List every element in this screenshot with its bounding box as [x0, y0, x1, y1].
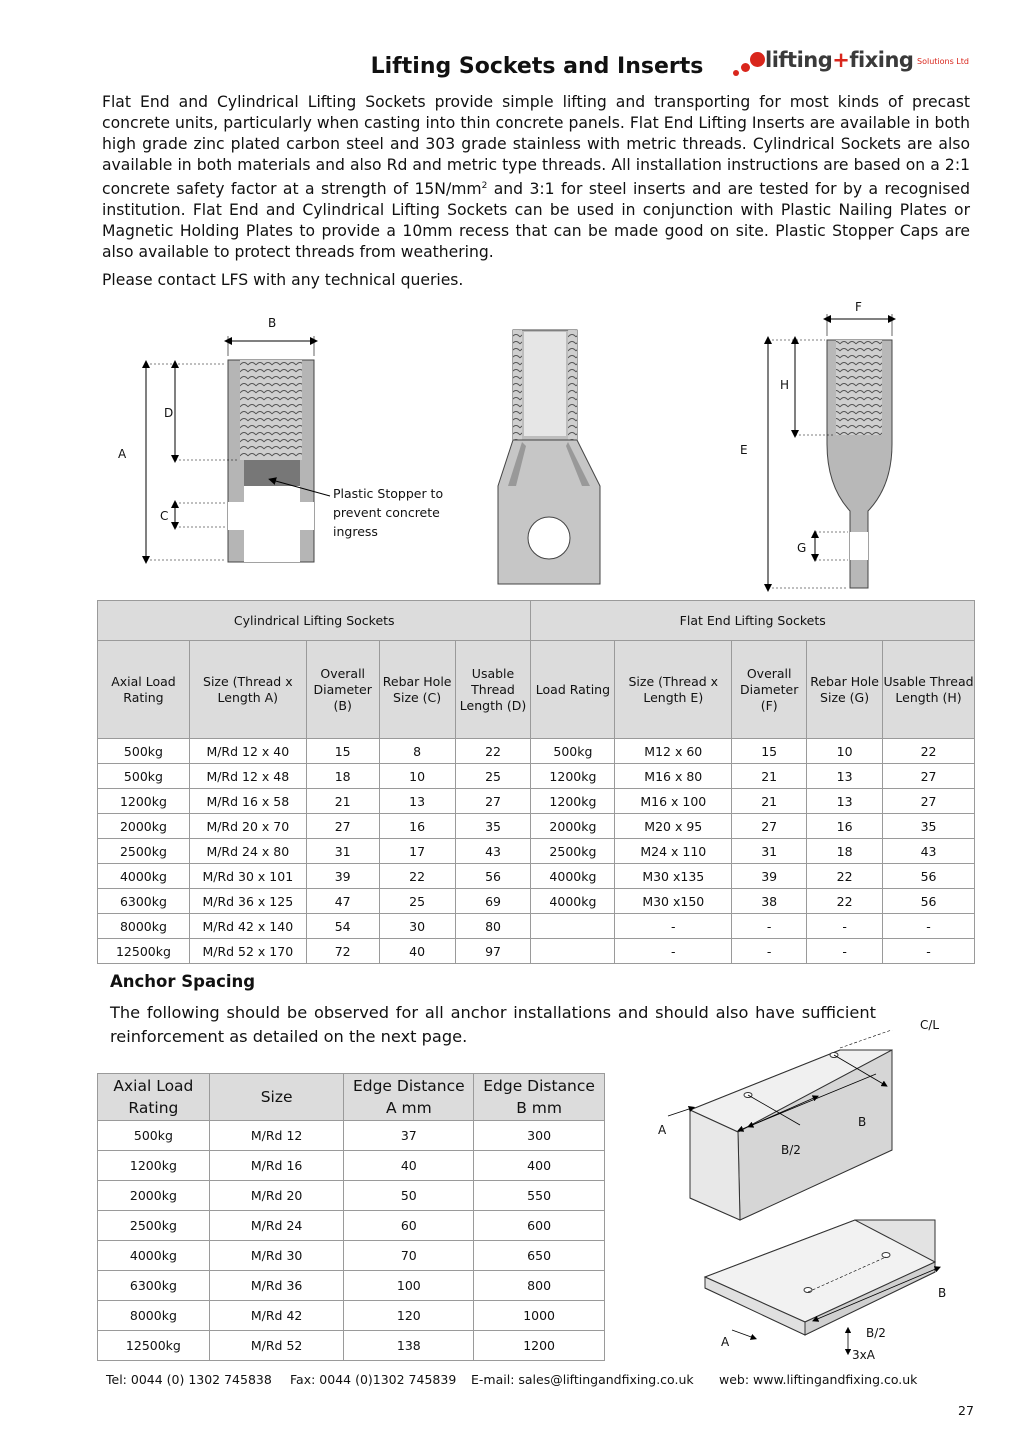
table-cell: 80: [455, 914, 531, 939]
anchor-spacing-diagram: [640, 1030, 980, 1370]
table-cell: 97: [455, 939, 531, 964]
footer-fax: Fax: 0044 (0)1302 745839: [290, 1372, 457, 1387]
table-cell: [531, 914, 615, 939]
table-cell: M/Rd 20 x 70: [189, 814, 306, 839]
table-cell: -: [883, 939, 975, 964]
table-cell: M/Rd 12: [209, 1121, 344, 1151]
table-cell: 35: [455, 814, 531, 839]
table-row: [98, 1301, 605, 1331]
table-cell: M/Rd 36: [209, 1271, 344, 1301]
table-cell: M/Rd 36 x 125: [189, 889, 306, 914]
table-cell: M/Rd 52 x 170: [189, 939, 306, 964]
table-cell: M16 x 80: [615, 764, 732, 789]
table-cell: -: [732, 914, 807, 939]
table-cell: -: [615, 914, 732, 939]
table-cell: 800: [474, 1271, 605, 1301]
table-cell: M16 x 100: [615, 789, 732, 814]
table-cell: M20 x 95: [615, 814, 732, 839]
table-row: [98, 1151, 605, 1181]
table-cell: 8000kg: [98, 1301, 210, 1331]
table-cell: M/Rd 12 x 48: [189, 764, 306, 789]
table-row: [98, 914, 975, 939]
cylindrical-socket-diagram: [146, 336, 330, 562]
table-row: [98, 764, 975, 789]
spec-column-header: Overall Diameter (F): [732, 641, 807, 739]
table-row: [98, 1211, 605, 1241]
spacing-column-header: Size: [209, 1074, 344, 1121]
table-cell: -: [807, 914, 883, 939]
table-cell: 21: [306, 789, 379, 814]
table-cell: 72: [306, 939, 379, 964]
spec-column-header: Usable Thread Length (H): [883, 641, 975, 739]
table-row: [98, 789, 975, 814]
table-cell: 650: [474, 1241, 605, 1271]
table-cell: 10: [379, 764, 455, 789]
table-cell: 38: [732, 889, 807, 914]
table-cell: M/Rd 42: [209, 1301, 344, 1331]
table-cell: 27: [455, 789, 531, 814]
spec-column-header: Size (Thread x Length A): [189, 641, 306, 739]
table-cell: 70: [344, 1241, 474, 1271]
table-cell: 1000: [474, 1301, 605, 1331]
table-cell: -: [615, 939, 732, 964]
table-cell: 35: [883, 814, 975, 839]
table-cell: M/Rd 20: [209, 1181, 344, 1211]
spec-column-header: Rebar Hole Size (C): [379, 641, 455, 739]
block-label-a-top: A: [658, 1123, 667, 1137]
table-cell: M12 x 60: [615, 739, 732, 764]
table-cell: 550: [474, 1181, 605, 1211]
table-row: [98, 839, 975, 864]
table-cell: 500kg: [98, 1121, 210, 1151]
table-cell: 22: [883, 739, 975, 764]
table-cell: 500kg: [98, 739, 190, 764]
table-cell: 25: [455, 764, 531, 789]
table-cell: 43: [883, 839, 975, 864]
block-label-cl: C/L: [920, 1018, 940, 1032]
table-cell: 1200kg: [98, 789, 190, 814]
table-row: [98, 1331, 605, 1361]
table-cell: 30: [379, 914, 455, 939]
table-cell: M/Rd 16: [209, 1151, 344, 1181]
table-cell: 400: [474, 1151, 605, 1181]
table-cell: 2500kg: [98, 839, 190, 864]
table-row: [98, 814, 975, 839]
table-cell: M/Rd 42 x 140: [189, 914, 306, 939]
table-cell: 60: [344, 1211, 474, 1241]
block-label-b2-top: B/2: [781, 1143, 801, 1157]
table-cell: 56: [883, 889, 975, 914]
spacing-column-header: Edge Distance B mm: [474, 1074, 605, 1121]
flat-end-side-diagram: [768, 314, 892, 588]
spacing-column-header: Edge Distance A mm: [344, 1074, 474, 1121]
flat-end-heading: Flat End Lifting Sockets: [531, 601, 975, 641]
dim-label-d: D: [164, 406, 174, 420]
table-cell: 600: [474, 1211, 605, 1241]
top-block: [668, 1030, 920, 1220]
table-cell: 120: [344, 1301, 474, 1331]
table-cell: M30 x135: [615, 864, 732, 889]
table-row: [98, 889, 975, 914]
spec-column-header: Axial Load Rating: [98, 641, 190, 739]
table-cell: 43: [455, 839, 531, 864]
table-cell: 16: [807, 814, 883, 839]
table-cell: M24 x 110: [615, 839, 732, 864]
dim-label-f: F: [855, 300, 862, 314]
table-cell: 15: [732, 739, 807, 764]
table-cell: 138: [344, 1331, 474, 1361]
table-cell: 4000kg: [531, 864, 615, 889]
table-cell: -: [732, 939, 807, 964]
table-cell: M/Rd 16 x 58: [189, 789, 306, 814]
table-row: [98, 864, 975, 889]
table-cell: 27: [732, 814, 807, 839]
table-cell: 15: [306, 739, 379, 764]
table-cell: 13: [807, 789, 883, 814]
block-label-b2-bottom: B/2: [866, 1326, 886, 1340]
logo-subtitle: Solutions Ltd: [917, 57, 969, 66]
block-label-3xa: 3xA: [852, 1348, 875, 1362]
table-cell: 39: [732, 864, 807, 889]
table-cell: 13: [807, 764, 883, 789]
table-row: [98, 1241, 605, 1271]
footer-email[interactable]: E-mail: sales@liftingandfixing.co.uk: [471, 1372, 694, 1387]
dim-label-b: B: [268, 316, 277, 330]
dim-label-c: C: [160, 509, 169, 523]
table-row: [98, 1271, 605, 1301]
page-number: 27: [958, 1403, 974, 1418]
table-cell: 2500kg: [98, 1211, 210, 1241]
table-row: [98, 1121, 605, 1151]
stopper-note: Plastic Stopper to prevent concrete ingress: [333, 486, 444, 539]
table-cell: 21: [732, 764, 807, 789]
table-cell: 10: [807, 739, 883, 764]
table-cell: 2000kg: [98, 1181, 210, 1211]
table-cell: 13: [379, 789, 455, 814]
table-cell: 1200kg: [531, 764, 615, 789]
table-cell: M/Rd 52: [209, 1331, 344, 1361]
table-cell: 300: [474, 1121, 605, 1151]
table-cell: 16: [379, 814, 455, 839]
table-cell: 27: [883, 789, 975, 814]
table-cell: 22: [379, 864, 455, 889]
intro-paragraph: Flat End and Cylindrical Lifting Sockets provide simple lifting and transporting for most kinds of precast concrete units, particularly when casting into thin concrete panels. Flat End Lifting Inserts are available in both high grade zinc plated carbon steel and 303 grade stainless with metric threads. Cylindrical Sockets are also available in both materials and also Rd and metric type threads. All installation instructions are based on a 2:1 concrete safety factor at a strength of $15N/mm^2$ and 3:1 for steel inserts and are tested for by a recognised institution. Flat End and Cylindrical Lifting Sockets can be used in conjunction with Plastic Nailing Plates or Magnetic Holding Plates to provide a 10mm recess that can be made good on site. Plastic Stopper Caps are also available to protect threads from weathering.: [102, 93, 970, 262]
table-cell: M/Rd 24: [209, 1211, 344, 1241]
table-cell: 1200kg: [98, 1151, 210, 1181]
cylindrical-heading: Cylindrical Lifting Sockets: [98, 601, 531, 641]
spec-column-header: Load Rating: [531, 641, 615, 739]
logo-wordmark: lifting+fixing: [765, 48, 914, 72]
anchor-spacing-text: The following should be observed for all anchor installations and should also have sufficient reinforcement as detailed on the next page.: [110, 1003, 876, 1046]
dim-label-g: G: [797, 541, 807, 555]
dim-label-e: E: [740, 443, 748, 457]
table-row: [98, 939, 975, 964]
table-cell: 18: [306, 764, 379, 789]
spec-column-header: Rebar Hole Size (G): [807, 641, 883, 739]
table-cell: M30 x150: [615, 889, 732, 914]
table-cell: 2000kg: [531, 814, 615, 839]
table-cell: 22: [455, 739, 531, 764]
flat-end-socket-diagram: [498, 330, 600, 584]
block-label-a-bottom: A: [721, 1335, 730, 1349]
table-cell: 4000kg: [98, 1241, 210, 1271]
table-cell: -: [883, 914, 975, 939]
table-cell: 31: [306, 839, 379, 864]
anchor-spacing-table: [97, 1073, 605, 1361]
table-cell: 56: [455, 864, 531, 889]
table-cell: 100: [344, 1271, 474, 1301]
bottom-block: [705, 1220, 938, 1352]
table-cell: 56: [883, 864, 975, 889]
table-cell: M/Rd 12 x 40: [189, 739, 306, 764]
table-cell: 18: [807, 839, 883, 864]
table-cell: 27: [306, 814, 379, 839]
table-cell: 8: [379, 739, 455, 764]
table-cell: 500kg: [531, 739, 615, 764]
contact-note: Please contact LFS with any technical queries.: [102, 271, 464, 289]
company-logo: [733, 46, 983, 86]
spec-column-header: Usable Thread Length (D): [455, 641, 531, 739]
table-cell: 40: [344, 1151, 474, 1181]
block-label-b-bottom: B: [938, 1286, 947, 1300]
socket-spec-table: [97, 600, 975, 964]
spec-column-header: Overall Diameter (B): [306, 641, 379, 739]
table-cell: [531, 939, 615, 964]
table-cell: 1200: [474, 1331, 605, 1361]
table-cell: 4000kg: [98, 864, 190, 889]
table-cell: 17: [379, 839, 455, 864]
table-cell: 22: [807, 864, 883, 889]
socket-diagrams: [0, 296, 1024, 596]
table-cell: 39: [306, 864, 379, 889]
table-cell: 47: [306, 889, 379, 914]
table-row: [98, 739, 975, 764]
table-cell: 25: [379, 889, 455, 914]
table-cell: 22: [807, 889, 883, 914]
table-cell: 31: [732, 839, 807, 864]
block-label-b-top: B: [858, 1115, 867, 1129]
table-cell: 1200kg: [531, 789, 615, 814]
table-cell: 37: [344, 1121, 474, 1151]
table-cell: -: [807, 939, 883, 964]
spacing-column-header: Axial Load Rating: [98, 1074, 210, 1121]
spec-column-header: Size (Thread x Length E): [615, 641, 732, 739]
table-cell: M/Rd 30 x 101: [189, 864, 306, 889]
table-cell: M/Rd 24 x 80: [189, 839, 306, 864]
table-cell: 500kg: [98, 764, 190, 789]
table-cell: 69: [455, 889, 531, 914]
table-cell: 8000kg: [98, 914, 190, 939]
footer-tel: Tel: 0044 (0) 1302 745838: [106, 1372, 272, 1387]
table-cell: 2500kg: [531, 839, 615, 864]
table-cell: 21: [732, 789, 807, 814]
table-cell: 6300kg: [98, 889, 190, 914]
table-cell: 50: [344, 1181, 474, 1211]
table-cell: 54: [306, 914, 379, 939]
table-cell: 4000kg: [531, 889, 615, 914]
table-cell: 12500kg: [98, 939, 190, 964]
table-cell: 6300kg: [98, 1271, 210, 1301]
footer-web[interactable]: web: www.liftingandfixing.co.uk: [719, 1372, 918, 1387]
table-cell: 27: [883, 764, 975, 789]
table-cell: 2000kg: [98, 814, 190, 839]
page-title: Lifting Sockets and Inserts: [370, 54, 704, 79]
table-cell: 40: [379, 939, 455, 964]
table-cell: 12500kg: [98, 1331, 210, 1361]
dim-label-a: A: [118, 447, 127, 461]
dim-label-h: H: [780, 378, 790, 392]
table-cell: M/Rd 30: [209, 1241, 344, 1271]
table-row: [98, 1181, 605, 1211]
anchor-spacing-heading: Anchor Spacing: [110, 972, 256, 991]
